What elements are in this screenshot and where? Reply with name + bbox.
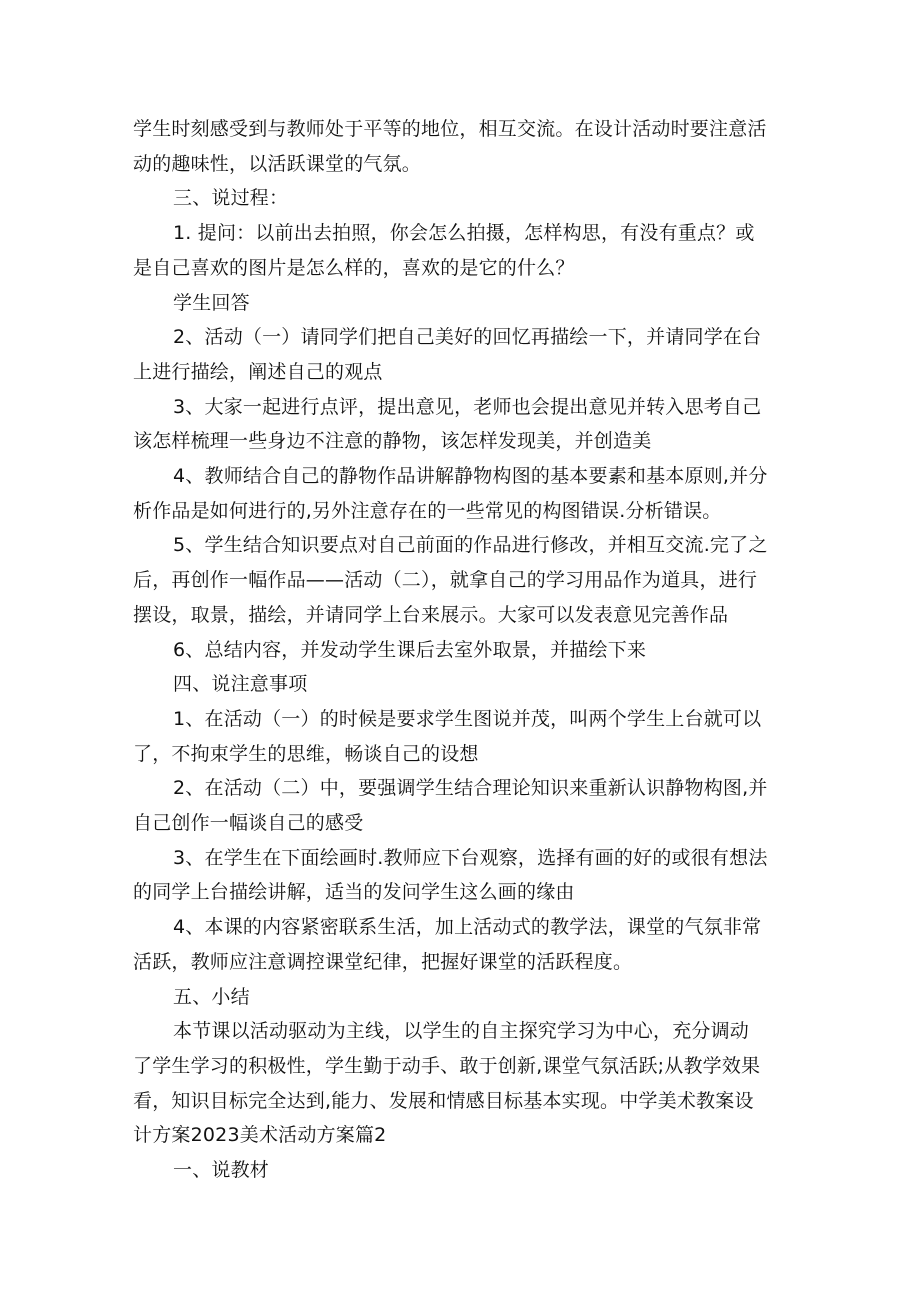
text-line: 1. 提问：以前出去拍照，你会怎么拍摄，怎样构思，有没有重点？或 (173, 222, 755, 245)
text-line: 活跃，教师应注意调控课堂纪律，把握好课堂的活跃程度。 (133, 950, 633, 973)
text-line: 五、小结 (173, 985, 250, 1008)
text-line: 一、说教材 (173, 1159, 270, 1182)
text-line: 的同学上台描绘讲解，适当的发问学生这么画的缘由 (133, 881, 575, 904)
text-line: 该怎样梳理一些身边不注意的静物，该怎样发现美，并创造美 (133, 430, 652, 453)
text-line: 三、说过程： (173, 187, 289, 210)
text-line: 2、活动（一）请同学们把自己美好的回忆再描绘一下，并请同学在台 (173, 326, 762, 349)
text-line: 计方案2023美术活动方案篇2 (133, 1124, 387, 1147)
text-line: 上进行描绘，阐述自己的观点 (133, 360, 383, 383)
text-line: 后，再创作一幅作品——活动（二），就拿自己的学习用品作为道具，进行 (133, 569, 758, 592)
text-line: 3、大家一起进行点评，提出意见，老师也会提出意见并转入思考自己 (173, 395, 762, 418)
text-line: 学生时刻感受到与教师处于平等的地位，相互交流。在设计活动时要注意活 (133, 118, 767, 140)
text-line: 四、说注意事项 (173, 673, 308, 696)
text-line: 6、总结内容，并发动学生课后去室外取景，并描绘下来 (173, 638, 647, 661)
text-line: 动的趣味性，以活跃课堂的气氛。 (133, 152, 422, 175)
text-line: 了，不拘束学生的思维，畅谈自己的设想 (133, 742, 479, 765)
text-line: 摆设，取景，描绘，并请同学上台来展示。大家可以发表意见完善作品 (133, 603, 729, 626)
text-line: 5、学生结合知识要点对自己前面的作品进行修改，并相互交流.完了之 (173, 534, 768, 557)
text-line: 自己创作一幅谈自己的感受 (133, 812, 364, 835)
document-body (133, 112, 793, 1188)
text-line: 4、本课的内容紧密联系生活，加上活动式的教学法，课堂的气氛非常 (173, 916, 762, 939)
text-line: 学生回答 (173, 291, 250, 314)
text-line: 3、在学生在下面绘画时.教师应下台观察，选择有画的好的或很有想法 (173, 846, 768, 869)
text-line: 是自己喜欢的图片是怎么样的，喜欢的是它的什么？ (133, 256, 575, 279)
text-line: 2、在活动（二）中，要强调学生结合理论知识来重新认识静物构图,并 (173, 777, 768, 800)
text-line: 看，知识目标完全达到,能力、发展和情感目标基本实现。中学美术教案设 (133, 1089, 754, 1112)
text-line: 了学生学习的积极性，学生勤于动手、敢于创新,课堂气氛活跃;从教学效果 (133, 1054, 761, 1077)
document-page (133, 112, 793, 1188)
text-line: 析作品是如何进行的,另外注意存在的一些常见的构图错误.分析错误。 (133, 499, 722, 522)
text-line: 4、教师结合自己的静物作品讲解静物构图的基本要素和基本原则,并分 (173, 465, 768, 488)
text-line: 本节课以活动驱动为主线，以学生的自主探究学习为中心，充分调动 (173, 1020, 750, 1043)
text-line: 1、在活动（一）的时候是要求学生图说并茂，叫两个学生上台就可以 (173, 707, 762, 730)
